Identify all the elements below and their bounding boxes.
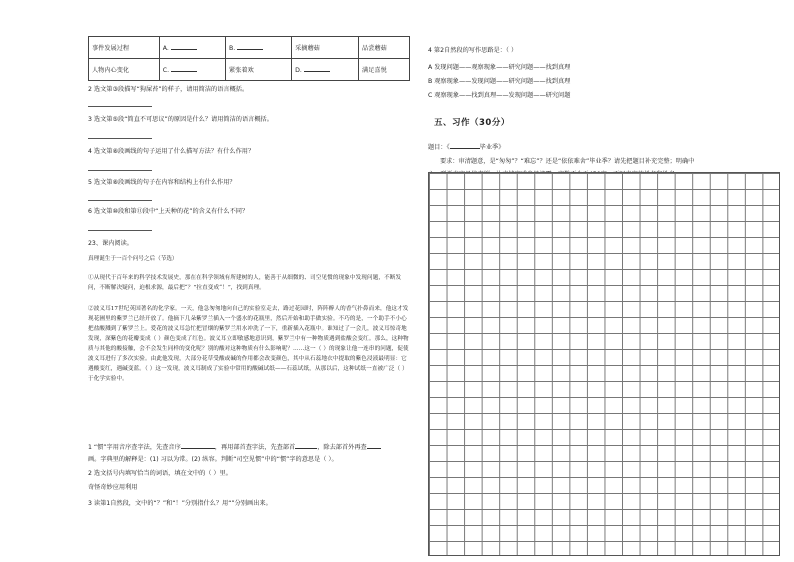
left-column	[88, 36, 410, 507]
table-cell: C.	[159, 59, 225, 81]
section-title: 五、习作（30分）	[434, 118, 510, 128]
answer-line	[88, 138, 152, 139]
fill-blank	[171, 43, 197, 50]
option-b: B 观察现象——发现问题——研究问题——找到真理	[428, 78, 571, 86]
table-cell: 采摘蘑菇	[292, 37, 359, 59]
table-cell: 品尝蘑菇	[359, 37, 410, 59]
reading-paragraph-1: ①从现代于百年来的科学技术发展史，那在在科学领域有所建树的人，能善于从细微的、司空见惯的现象中发现问题，不断发问，不断解决疑问，迫根求源，最后把“？”拉直变成“！”，找到真理。	[88, 274, 402, 291]
table-row	[89, 59, 410, 81]
table-cell: B.	[226, 37, 292, 59]
fill-blank	[304, 65, 330, 72]
reading-paragraph-2: ②波义耳17世纪英国著名的化学家。一天，他急匆匆地向自己的实验室走去，路过花园时，阵阵醉人的香气扑鼻而来，他这才发现花圃里的紫罗兰已经开放了。他摘下几朵紫罗兰插入一个盛水的花瓶里，然后开始和助手做实验。不巧的是，一个助手不小心把盐酸溅到了紫罗兰上。爱花的波义耳急忙把冒烟的紫罗兰用水冲洗了一下，重新插入花瓶中。谁知过了一会儿，波义耳惊奇地发现，深紫色的花瓣变成（ ）颜色变成了红色。波义耳立即敏感地意识到，紫罗兰中有一种物质遇到盐酸会变红。那么，这种物质与其他的酸接触，会不会发生同样的变化呢？别的酸对这种物质有什么影响呢？……这一（ ）的现象让他一连串的问题，促使波义耳进行了多次实验。由此他发现，大部分花草受酸或碱的作用都会改变颜色，其中从石蕊地衣中提取的紫色浸液最明显：它遇酸变红，遇碱变蓝。（ ）这一发现，波义耳制成了实验中常用的酸碱试纸——石蕊试纸，从那以后，这种试纸一直被广泛（ ）于化学实验中。	[88, 305, 409, 382]
answer-line	[88, 106, 152, 107]
composition-requirements: 要求：审清题意，是“匆匆”？“难忘”？还是“依依难舍”毕业季？请先把题目补充完整；明确中	[440, 158, 695, 166]
answer-line	[88, 230, 152, 231]
question-6: 6 选文第⑩段和第⑪段中“上天种的花”的含义有什么不同？	[88, 208, 249, 215]
table-row	[89, 37, 410, 59]
reading-question-1-cont: 画。字典里的解释是：(1) 习以为常。(2) 纵容。判断“司空见惯”中的“惯”字的意思是（ ）。	[88, 456, 338, 463]
reading-heading: 23、课内阅读。	[88, 240, 133, 247]
reading-question-2: 2 选文括号内填写恰当的词语，填在文中的（ ）里。	[88, 470, 232, 477]
word-choices: 奇怪奇妙应用利用	[88, 484, 138, 491]
option-a: A 发现问题——观察现象——研究问题——找到真理	[428, 64, 571, 72]
table-cell: D.	[292, 59, 359, 81]
fill-blank	[367, 442, 381, 449]
fill-blank	[450, 142, 480, 149]
fill-blank	[171, 65, 197, 72]
table-cell: 满足喜悦	[359, 59, 410, 81]
table-cell: 事件发展过程	[89, 37, 160, 59]
reading-subtitle: 真理诞生于一百个问号之后（节选）	[88, 256, 178, 262]
fill-blank	[237, 43, 263, 50]
reading-question-3: 3 读第1自然段，文中的“？”和“！”分别指什么？用“”分别画出来。	[88, 500, 272, 507]
question-5: 5 选文第⑧段画线的句子在内容和结构上有什么作用？	[88, 179, 236, 186]
fill-blank	[295, 442, 317, 449]
answer-line	[88, 170, 152, 171]
question-2: 2 选文第③段描写“狗屎苔”的样子，请用简洁的语言概括。	[88, 86, 249, 93]
table-cell: A.	[159, 37, 225, 59]
composition-topic: 题目：《 毕业季》	[428, 144, 505, 152]
answer-line	[88, 200, 152, 201]
question-3: 3 选文第⑤段“简直不可思议”的原因是什么？请用简洁的语言概括。	[88, 116, 273, 123]
story-process-table	[88, 36, 410, 81]
option-c: C 观察现象——找到真理——发现问题——研究问题	[428, 92, 571, 100]
writing-grid[interactable]	[428, 172, 780, 556]
question-writing-idea: 4 第2自然段的写作思路是：（ ）	[428, 47, 518, 55]
reading-question-1: 1 “惯”字用音序查字法，先查音序 ，再用部首查字法，先查部首 ，除去部首外再查	[88, 442, 381, 452]
table-cell: 人物内心变化	[89, 59, 160, 81]
question-4: 4 选文第⑧段画线的句子运用了什么描写方法？有什么作用？	[88, 148, 255, 155]
fill-blank	[181, 442, 215, 449]
table-cell: 紧张着欢	[226, 59, 292, 81]
